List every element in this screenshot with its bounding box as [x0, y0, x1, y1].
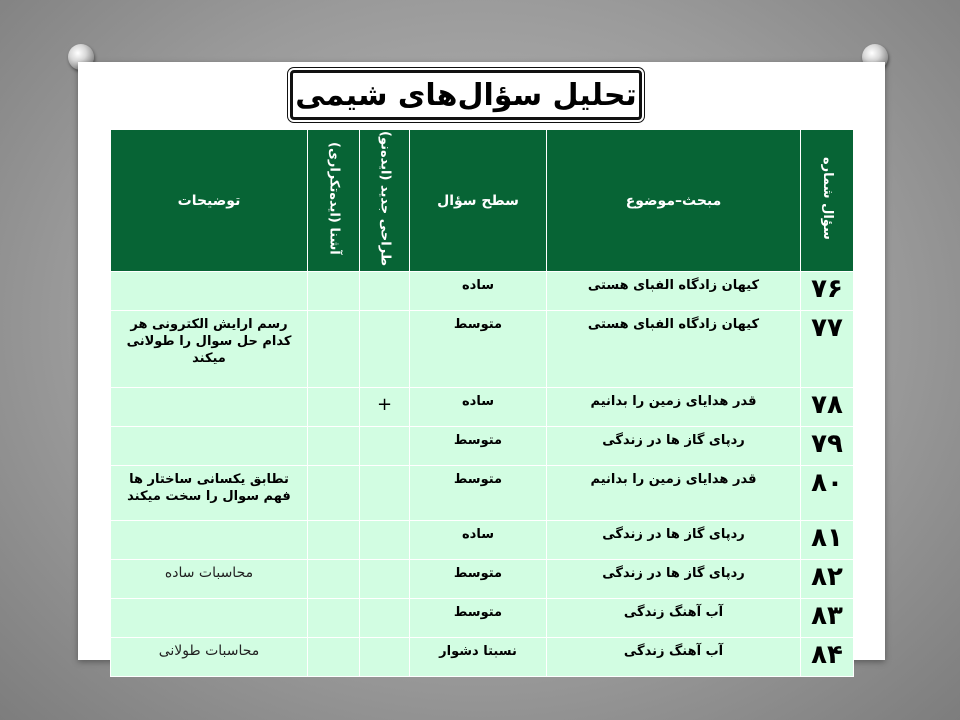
- table-row: [111, 599, 854, 638]
- row-level: ساده: [410, 272, 547, 311]
- header-familiar: آشنا (ایده‌تکراری): [308, 130, 360, 272]
- row-new-design: +: [360, 388, 410, 427]
- row-familiar: [308, 311, 360, 388]
- row-new-design: [360, 560, 410, 599]
- row-new-design: [360, 311, 410, 388]
- row-new-design: [360, 466, 410, 521]
- table-row: [111, 638, 854, 677]
- row-topic: قدر هدایای زمین را بدانیم: [547, 466, 801, 521]
- row-level: نسبتا دشوار: [410, 638, 547, 677]
- row-number: ۷۷: [801, 311, 854, 388]
- table-row: [111, 311, 854, 388]
- row-topic: قدر هدایای زمین را بدانیم: [547, 388, 801, 427]
- row-number: ۷۸: [801, 388, 854, 427]
- row-topic: ردپای گاز ها در زندگی: [547, 521, 801, 560]
- header-new-design: طراحی جدید (ایده‌نو): [360, 130, 410, 272]
- row-notes: [111, 521, 308, 560]
- row-notes: تطابق یکسانی ساختار ها فهم سوال را سخت میکند: [111, 466, 308, 521]
- row-level: ساده: [410, 521, 547, 560]
- row-familiar: [308, 521, 360, 560]
- row-new-design: [360, 638, 410, 677]
- header-level: سطح سؤال: [410, 130, 547, 272]
- row-level: متوسط: [410, 311, 547, 388]
- row-notes: [111, 427, 308, 466]
- row-number: ۷۶: [801, 272, 854, 311]
- row-topic: آب آهنگ زندگی: [547, 638, 801, 677]
- table-row: [111, 272, 854, 311]
- row-new-design: [360, 427, 410, 466]
- row-number: ۸۴: [801, 638, 854, 677]
- analysis-table: [110, 129, 854, 677]
- row-level: متوسط: [410, 466, 547, 521]
- row-notes: محاسبات طولانی: [111, 638, 308, 677]
- row-new-design: [360, 272, 410, 311]
- row-notes: [111, 388, 308, 427]
- row-number: ۸۳: [801, 599, 854, 638]
- title-box: [290, 70, 642, 120]
- table-row: [111, 466, 854, 521]
- table-row: [111, 560, 854, 599]
- page-title: تحلیل سؤال‌های شیمی: [295, 77, 637, 113]
- row-number: ۷۹: [801, 427, 854, 466]
- row-level: ساده: [410, 388, 547, 427]
- row-number: ۸۱: [801, 521, 854, 560]
- table-row: [111, 388, 854, 427]
- header-number: سؤال شماره: [801, 130, 854, 272]
- row-number: ۸۰: [801, 466, 854, 521]
- header-notes: توضیحات: [111, 130, 308, 272]
- row-notes: [111, 599, 308, 638]
- row-new-design: [360, 599, 410, 638]
- row-familiar: [308, 599, 360, 638]
- table-header-row: [111, 130, 854, 272]
- row-number: ۸۲: [801, 560, 854, 599]
- row-topic: کیهان زادگاه الفبای هستی: [547, 272, 801, 311]
- row-notes: رسم ارایش الکترونی هر کدام حل سوال را طولانی میکند: [111, 311, 308, 388]
- row-topic: ردپای گاز ها در زندگی: [547, 427, 801, 466]
- row-topic: کیهان زادگاه الفبای هستی: [547, 311, 801, 388]
- row-level: متوسط: [410, 560, 547, 599]
- row-familiar: [308, 466, 360, 521]
- table-row: [111, 427, 854, 466]
- row-level: متوسط: [410, 599, 547, 638]
- row-familiar: [308, 427, 360, 466]
- row-topic: آب آهنگ زندگی: [547, 599, 801, 638]
- row-familiar: [308, 560, 360, 599]
- row-new-design: [360, 521, 410, 560]
- row-familiar: [308, 388, 360, 427]
- row-notes: محاسبات ساده: [111, 560, 308, 599]
- row-familiar: [308, 272, 360, 311]
- row-topic: ردپای گاز ها در زندگی: [547, 560, 801, 599]
- row-familiar: [308, 638, 360, 677]
- header-topic: مبحث–موضوع: [547, 130, 801, 272]
- row-level: متوسط: [410, 427, 547, 466]
- row-notes: [111, 272, 308, 311]
- table-row: [111, 521, 854, 560]
